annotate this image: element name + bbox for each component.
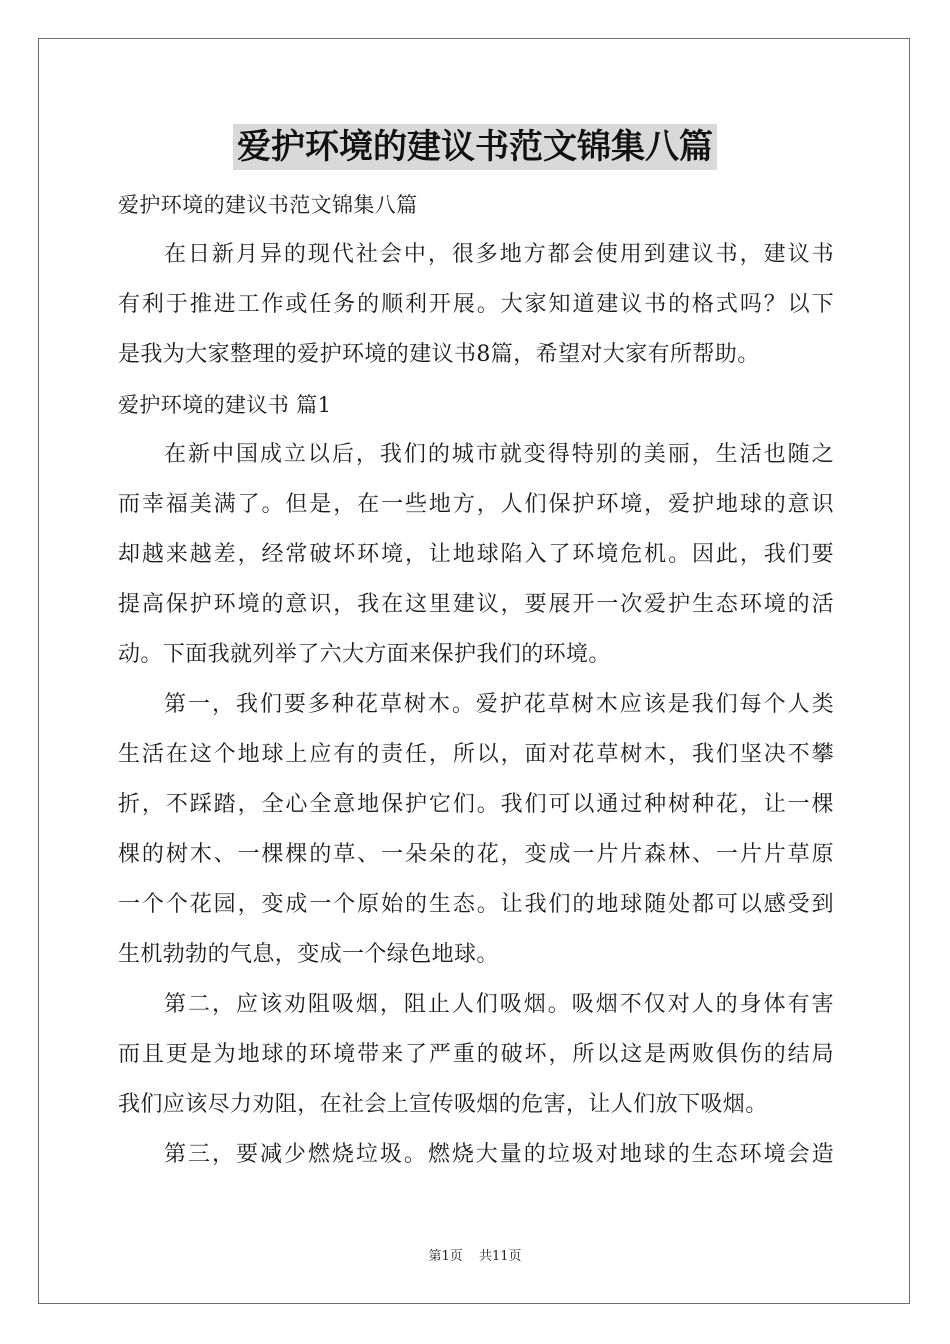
paragraph-line: 而幸福美满了。但是，在一些地方，人们保护环境，爱护地球的意识: [118, 492, 834, 517]
paragraph-line: 在日新月异的现代社会中，很多地方都会使用到建议书，建议书: [164, 242, 834, 267]
section-heading: 爱护环境的建议书 篇1: [118, 393, 332, 417]
section-heading: 爱护环境的建议书范文锦集八篇: [118, 193, 418, 217]
paragraph-line: 在新中国成立以后，我们的城市就变得特别的美丽，生活也随之: [164, 442, 834, 467]
page-total: 共11页: [478, 1249, 522, 1264]
paragraph-line: 棵的树木、一棵棵的草、一朵朵的花，变成一片片森林、一片片草原: [118, 842, 834, 867]
title-wrap: [0, 124, 950, 170]
paragraph-line: 动。下面我就列举了六大方面来保护我们的环境。: [118, 642, 611, 667]
paragraph-line: 却越来越差，经常破坏环境，让地球陷入了环境危机。因此，我们要: [118, 542, 834, 567]
paragraph-line: 折，不踩踏，全心全意地保护它们。我们可以通过种树种花，让一棵: [118, 792, 834, 817]
paragraph-line: 一个个花园，变成一个原始的生态。让我们的地球随处都可以感受到: [118, 892, 834, 917]
paragraph-line: 第一，我们要多种花草树木。爱护花草树木应该是我们每个人类: [164, 692, 834, 717]
document-title: 爱护环境的建议书范文锦集八篇: [233, 124, 717, 170]
paragraph-line: 我们应该尽力劝阻，在社会上宣传吸烟的危害，让人们放下吸烟。: [118, 1092, 768, 1117]
paragraph-line: 生机勃勃的气息，变成一个绿色地球。: [118, 942, 499, 967]
paragraph-line: 第三，要减少燃烧垃圾。燃烧大量的垃圾对地球的生态环境会造: [164, 1142, 834, 1167]
paragraph-line: 生活在这个地球上应有的责任，所以，面对花草树木，我们坚决不攀: [118, 742, 834, 767]
paragraph-line: 第二，应该劝阻吸烟，阻止人们吸烟。吸烟不仅对人的身体有害: [164, 992, 834, 1017]
paragraph-line: 而且更是为地球的环境带来了严重的破坏，所以这是两败俱伤的结局: [118, 1042, 834, 1067]
document-body: [118, 180, 834, 1180]
page-number: 第1页: [428, 1249, 463, 1264]
paragraph-line: 提高保护环境的意识，我在这里建议，要展开一次爱护生态环境的活: [118, 592, 834, 617]
paragraph-line: 是我为大家整理的爱护环境的建议书8篇，希望对大家有所帮助。: [118, 342, 760, 367]
paragraph-line: 有利于推进工作或任务的顺利开展。大家知道建议书的格式吗？以下: [118, 292, 834, 317]
page-footer: [0, 1245, 950, 1264]
